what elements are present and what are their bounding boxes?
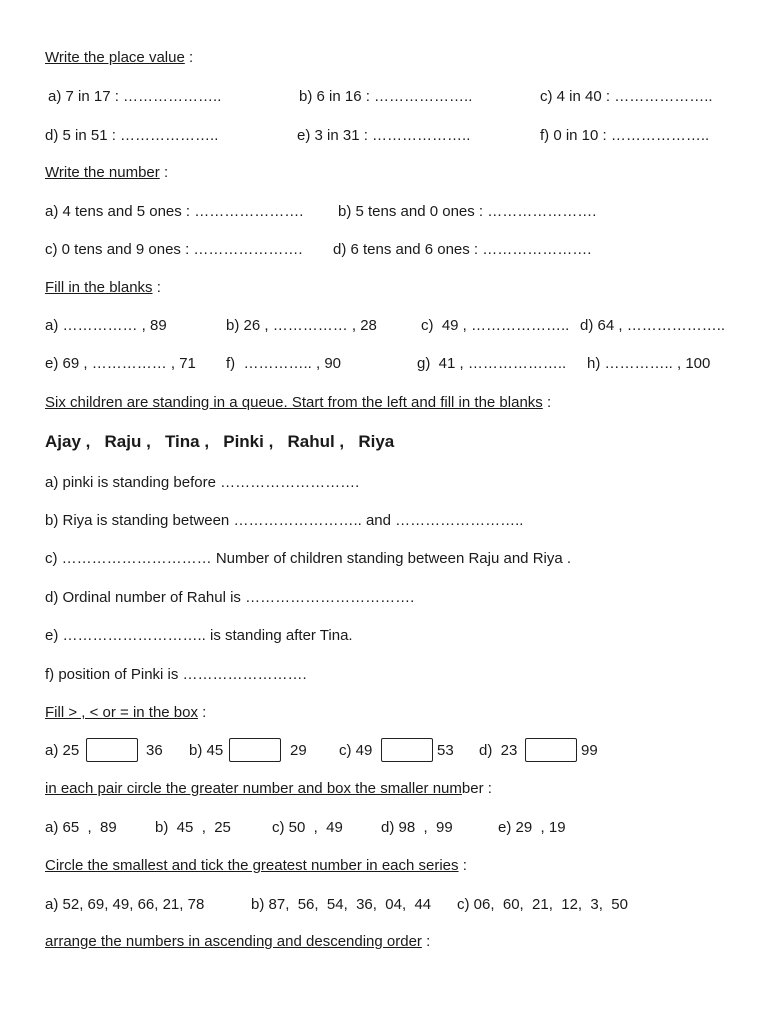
arrange-heading xyxy=(45,933,430,951)
pair-item-b: b) 45 , 25 xyxy=(155,819,231,836)
heading-suffix: : xyxy=(542,394,552,411)
compare-item-b-label: b) 45 xyxy=(189,742,224,759)
heading-suffix: : xyxy=(184,49,194,66)
compare-item-d-label: d) 23 xyxy=(479,742,518,759)
compare-heading-text: Fill > , < or = in the box xyxy=(45,704,198,721)
fill-blanks-item-b: b) 26 , …………… , 28 xyxy=(226,317,377,334)
fill-blanks-item-c: c) 49 , ……………….. xyxy=(421,317,570,334)
place-value-item-e: e) 3 in 31 : ……………….. xyxy=(297,127,471,144)
heading-suffix: : xyxy=(152,279,161,296)
compare-box-a[interactable] xyxy=(86,738,138,762)
place-value-item-c: c) 4 in 40 : ……………….. xyxy=(540,88,713,105)
queue-heading xyxy=(45,394,551,412)
queue-item-b: b) Riya is standing between …………………….. and …………………….. xyxy=(45,512,524,529)
write-number-heading-text: Write the number xyxy=(45,164,160,181)
fill-blanks-item-g: g) 41 , ……………….. xyxy=(417,355,567,372)
place-value-heading-text: Write the place value xyxy=(45,49,185,66)
compare-item-c-label: c) 49 xyxy=(339,742,373,759)
write-number-item-b: b) 5 tens and 0 ones : …………………. xyxy=(338,203,597,220)
compare-item-a-right: 36 xyxy=(146,742,163,759)
series-item-a: a) 52, 69, 49, 66, 21, 78 xyxy=(45,896,205,913)
queue-item-e: e) ……………………….. is standing after Tina. xyxy=(45,627,353,644)
heading-suffix: : xyxy=(159,164,169,181)
heading-suffix: : xyxy=(421,933,431,950)
queue-item-c: c) ………………………… Number of children standing between Raju and Riya . xyxy=(45,550,572,567)
series-heading-text: Circle the smallest and tick the greatest number in each series xyxy=(45,857,459,874)
write-number-item-a: a) 4 tens and 5 ones : …………………. xyxy=(45,203,304,220)
queue-item-f: f) position of Pinki is ……………………. xyxy=(45,666,307,683)
queue-item-d: d) Ordinal number of Rahul is ……………………………. xyxy=(45,589,415,606)
heading-suffix: : xyxy=(198,704,207,721)
place-value-heading xyxy=(45,49,193,67)
pair-item-a: a) 65 , 89 xyxy=(45,819,117,836)
fill-blanks-item-e: e) 69 , …………… , 71 xyxy=(45,355,196,372)
circle-box-heading-text: in each pair circle the greater number and box the smaller num xyxy=(45,780,462,797)
pair-item-e: e) 29 , 19 xyxy=(498,819,566,836)
compare-box-b[interactable] xyxy=(229,738,281,762)
queue-item-a: a) pinki is standing before ………………………. xyxy=(45,474,360,491)
queue-heading-text: Six children are standing in a queue. Start from the left and fill in the blanks xyxy=(45,394,543,411)
fill-blanks-item-d: d) 64 , ……………….. xyxy=(580,317,726,334)
fill-blanks-item-a: a) …………… , 89 xyxy=(45,317,167,334)
arrange-heading-text: arrange the numbers in ascending and descending order xyxy=(45,933,422,950)
compare-item-d-right: 99 xyxy=(581,742,598,759)
write-number-heading xyxy=(45,164,168,182)
place-value-item-b: b) 6 in 16 : ……………….. xyxy=(299,88,473,105)
write-number-item-c: c) 0 tens and 9 ones : …………………. xyxy=(45,241,303,258)
place-value-item-d: d) 5 in 51 : ……………….. xyxy=(45,127,219,144)
compare-item-b-right: 29 xyxy=(290,742,307,759)
fill-blanks-item-f: f) ………….. , 90 xyxy=(226,355,342,372)
fill-blanks-heading-text: Fill in the blanks xyxy=(45,279,153,296)
series-item-b: b) 87, 56, 54, 36, 04, 44 xyxy=(251,896,432,913)
fill-blanks-heading xyxy=(45,279,161,297)
series-item-c: c) 06, 60, 21, 12, 3, 50 xyxy=(457,896,628,913)
compare-box-c[interactable] xyxy=(381,738,433,762)
pair-item-d: d) 98 , 99 xyxy=(381,819,453,836)
fill-blanks-item-h: h) ………….. , 100 xyxy=(587,355,711,372)
compare-heading xyxy=(45,704,206,722)
write-number-item-d: d) 6 tens and 6 ones : …………………. xyxy=(333,241,592,258)
pair-item-c: c) 50 , 49 xyxy=(272,819,343,836)
heading-suffix: : xyxy=(458,857,467,874)
place-value-item-f: f) 0 in 10 : ……………….. xyxy=(540,127,710,144)
compare-item-c-right: 53 xyxy=(437,742,454,759)
compare-box-d[interactable] xyxy=(525,738,577,762)
children-names: Ajay , Raju , Tina , Pinki , Rahul , Riya xyxy=(45,432,395,451)
circle-box-heading xyxy=(45,780,492,798)
circle-box-heading-tail: ber : xyxy=(461,780,492,797)
compare-item-a-label: a) 25 xyxy=(45,742,80,759)
series-heading xyxy=(45,857,467,875)
place-value-item-a: a) 7 in 17 : ……………….. xyxy=(48,88,222,105)
